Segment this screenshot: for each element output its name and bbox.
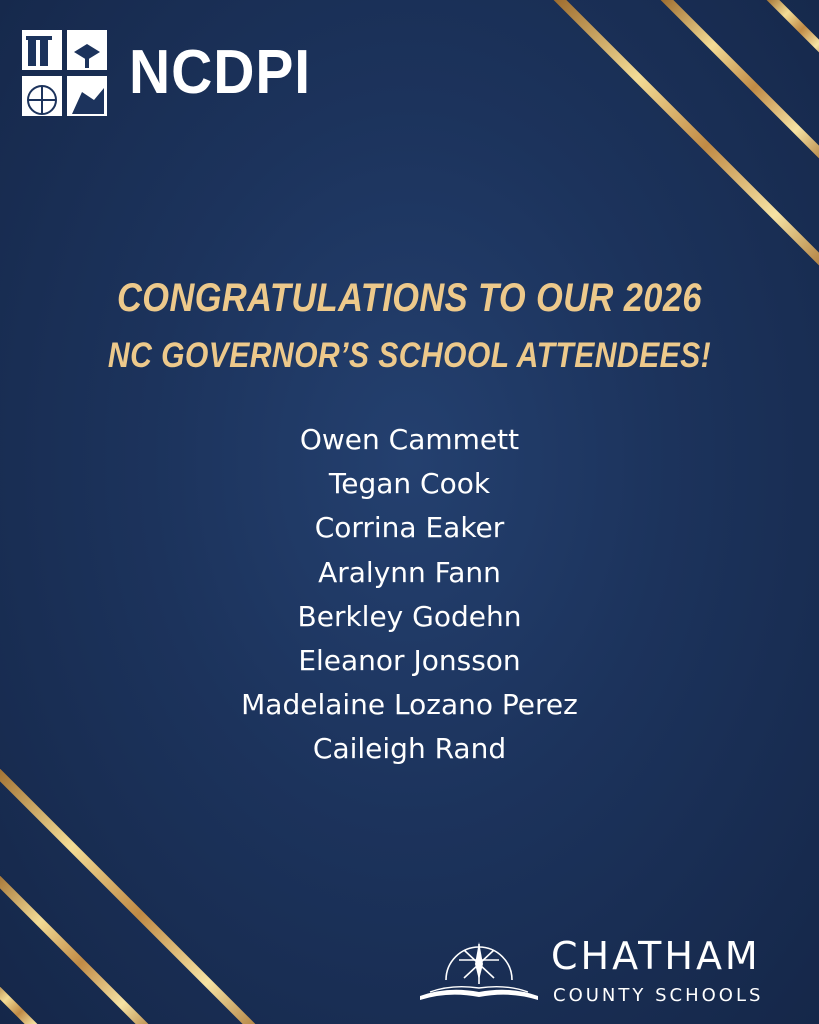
gold-stripe (768, 0, 819, 57)
attendee-name: Berkley Godehn (297, 599, 522, 633)
attendee-list (0, 418, 819, 772)
headline-line-2: NC GOVERNOR’S SCHOOL ATTENDEES! (107, 336, 712, 375)
open-book-compass-icon (418, 940, 540, 1004)
headline-line-1: CONGRATULATIONS TO OUR 2026 (116, 276, 703, 320)
gold-stripe (0, 872, 155, 1024)
attendee-name: Caileigh Rand (312, 732, 507, 766)
ncdpi-emblem-icon (22, 30, 107, 116)
gold-stripe (0, 765, 262, 1024)
attendee-name: Owen Cammett (299, 423, 520, 456)
attendee-name: Aralynn Fann (318, 555, 501, 589)
ncdpi-logo (22, 30, 327, 116)
attendee-name: Corrina Eaker (314, 511, 505, 545)
attendee-name: Madelaine Lozano Perez (241, 688, 578, 722)
gold-stripe (0, 983, 44, 1024)
attendee-name: Tegan Cook (328, 467, 491, 501)
gold-stripe (555, 0, 819, 270)
chatham-county-schools-logo (418, 934, 788, 1010)
ncdpi-wordmark: NCDPI (129, 38, 312, 107)
org-subtitle: COUNTY SCHOOLS (553, 985, 764, 1006)
attendee-name: Eleanor Jonsson (298, 643, 521, 677)
org-name: CHATHAM (551, 934, 761, 978)
